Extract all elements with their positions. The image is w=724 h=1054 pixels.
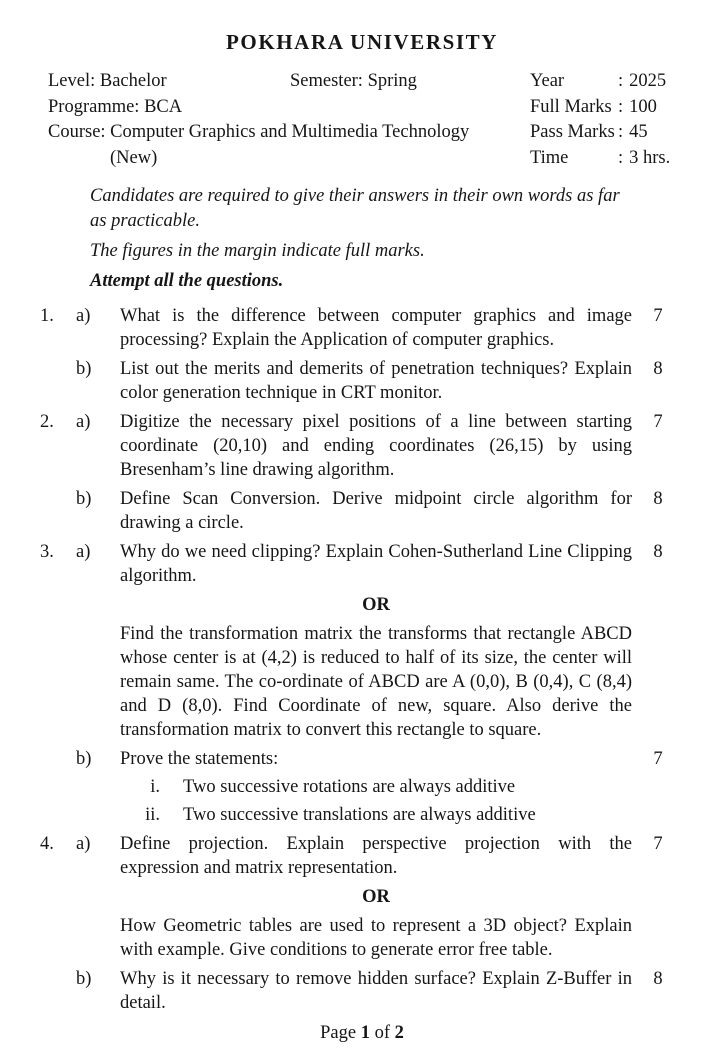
question-text [120,540,632,588]
subitem-row [120,775,632,799]
subitem-numeral: i. [150,777,160,797]
subitem-text: Two successive rotations are always additive [183,777,516,797]
programme-label: Programme: BCA [48,96,183,117]
question-marks: 8 [653,969,663,989]
meta-label: Pass Marks [530,122,615,142]
footer-total-pages: 2 [394,1023,404,1043]
or-divider [40,885,724,909]
question-text [120,357,632,405]
meta-value: 100 [629,96,657,117]
meta-row [530,146,670,172]
question-letter: a) [76,834,91,854]
meta-separator: : [618,71,624,91]
question-part [40,304,724,352]
course-note: (New) [110,147,158,168]
question-marks: 7 [653,306,663,326]
question-letter: b) [76,969,92,989]
question-paragraph: List out the merits and demerits of penetration techniques? Explain color generation technique in CRT monitor. [120,359,632,403]
question-alt [40,914,724,962]
exam-header [48,69,688,171]
question-number: 2. [40,412,54,432]
question-text [120,832,632,880]
meta-label: Time [530,147,569,168]
question-paragraph: Define projection. Explain perspective projection with the expression and matrix representation. [120,834,632,878]
or-divider [40,593,724,617]
question-letter: b) [76,359,92,379]
question-part [40,832,724,880]
question-paragraph: Prove the statements: [120,749,279,769]
question-text [120,410,632,482]
meta-separator: : [618,122,624,142]
question-letter: b) [76,749,92,769]
question-number: 4. [40,834,54,854]
or-label: OR [362,595,390,615]
footer-page-label: Page [320,1023,357,1043]
alt-text [120,914,632,962]
question-text [120,304,632,352]
question-paragraph: What is the difference between computer graphics and image processing? Explain the Application of computer graphics. [120,306,632,350]
question-part [40,410,724,482]
question-marks: 7 [653,412,663,432]
course-label: Course: Computer Graphics and Multimedia Technology [48,122,470,142]
meta-row [530,120,670,146]
question-paragraph: Digitize the necessary pixel positions of a line between starting coordinate (20,10) and ending coordinates (26,15) by using Bresenham’s line drawing algorithm. [120,412,632,480]
question-letter: a) [76,542,91,562]
footer-page-number: 1 [360,1023,370,1043]
meta-row [530,95,670,121]
level-label: Level: Bachelor [48,71,167,91]
subitem-text: Two successive translations are always additive [183,805,536,825]
meta-separator: : [618,147,624,168]
meta-table [530,69,670,171]
page [0,30,724,1054]
question-marks: 8 [653,359,663,379]
question-part [40,747,724,827]
question-part [40,540,724,588]
semester-label: Semester: Spring [290,71,417,91]
question-paragraph: Why do we need clipping? Explain Cohen-Sutherland Line Clipping algorithm. [120,542,632,586]
meta-value: 3 hrs. [629,147,671,168]
question-part [40,967,724,1015]
instruction-line: Attempt all the questions. [90,271,284,291]
question-marks: 7 [653,834,663,854]
subitem-numeral: ii. [145,805,160,825]
question-marks: 8 [653,489,663,509]
question-paragraph: Find the transformation matrix the transforms that rectangle ABCD whose center is at (4,2) is reduced to half of its size, the center will remain same. The co-ordinate of ABCD are A (0,0), B (0,4), C (8,4) and D (8,0). Find Coordinate of new, square. Also derive the transformation matrix to convert this rectangle to square. [120,624,632,740]
question-part [40,357,724,405]
question-paragraph: Why is it necessary to remove hidden surface? Explain Z-Buffer in detail. [120,969,632,1013]
meta-label: Year [530,71,565,91]
question-number: 1. [40,306,54,326]
question-letter: a) [76,412,91,432]
meta-label: Full Marks [530,96,612,117]
questions-list [40,304,724,1015]
question-number: 3. [40,542,54,562]
page-title: POKHARA UNIVERSITY [225,30,499,54]
instruction-line: Candidates are required to give their answers in their own words as far as practicable. [90,186,620,231]
question-letter: a) [76,306,91,326]
question-text [120,967,632,1015]
instruction-line: The figures in the margin indicate full marks. [90,241,425,261]
meta-separator: : [618,96,624,117]
meta-value: 2025 [629,71,667,91]
question-letter: b) [76,489,92,509]
question-paragraph: How Geometric tables are used to represent a 3D object? Explain with example. Give conditions to generate error free table. [120,916,632,960]
page-footer [0,1023,724,1044]
question-marks: 8 [653,542,663,562]
question-alt [40,622,724,742]
question-part [40,487,724,535]
question-text [120,487,632,535]
meta-value: 45 [629,122,648,142]
question-marks: 7 [653,749,663,769]
or-label: OR [362,887,390,907]
question-paragraph: Define Scan Conversion. Derive midpoint circle algorithm for drawing a circle. [120,489,632,533]
alt-text [120,622,632,742]
question-text [120,747,632,827]
meta-row [530,69,670,95]
subitem-row [120,803,632,827]
instructions [90,184,630,294]
footer-of-label: of [374,1023,390,1043]
